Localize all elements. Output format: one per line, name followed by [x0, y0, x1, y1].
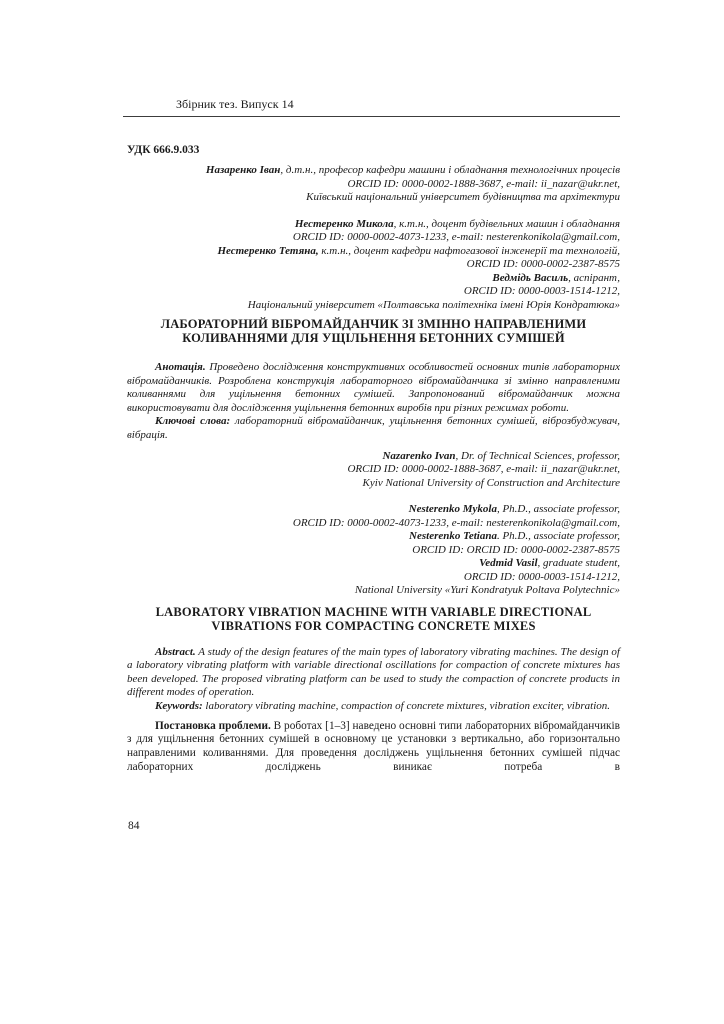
author-line: [127, 191, 620, 205]
keywords-uk-label: Ключові слова:: [155, 415, 231, 428]
author-line: [127, 450, 620, 464]
author-line: [127, 272, 620, 286]
author-orcid-email: ORCID ID: 0000-0002-1888-3687, e-mail: ii_nazar@ukr.net,: [347, 463, 620, 476]
abstract-uk-text: Проведено дослідження конструктивних особливостей основних типів лабораторних вібромайданчиків. Розроблена конструкція лабораторного вібромайданчика зі змінно направленими коливаннями для ущільнення бетонних сумішей. Запропонований вібромайданчик можна використовувати для дослідження ущільнення бетонних виробів при різних режимах роботи.: [127, 361, 620, 414]
authors-en-block-2: [127, 503, 620, 598]
author-orcid: ORCID ID: 0000-0003-1514-1212,: [463, 285, 620, 297]
author-orcid-email: ORCID ID: 0000-0002-4073-1233, e-mail: nesterenkonikola@gmail.com,: [292, 231, 620, 243]
abstract-en: [127, 646, 620, 700]
author-affiliation: National University «Yuri Kondratyuk Poltava Polytechnic»: [354, 584, 620, 597]
author-details: . Ph.D., associate professor,: [496, 530, 620, 543]
keywords-en-label: Keywords:: [155, 699, 203, 712]
author-line: [127, 245, 620, 259]
author-orcid: ORCID ID: ORCID ID: 0000-0002-2387-8575: [412, 543, 620, 556]
abstract-en-text: A study of the design features of the main types of laboratory vibrating machines. The design of a laboratory vibrating platform with variable directional oscillations for compaction of concrete mixtures has been developed. The proposed vibrating platform can be used to study the compaction of concrete products in different modes of operation.: [127, 645, 620, 699]
keywords-en: [127, 700, 620, 714]
keywords-en-text: laboratory vibrating machine, compaction of concrete mixtures, vibration exciter, vibration.: [202, 699, 610, 712]
author-line: [127, 584, 620, 598]
running-header-title: Збірник тез. Випуск 14: [176, 97, 294, 111]
abstract-uk-label: Анотація.: [155, 361, 206, 373]
author-details: , д.т.н., професор кафедри машини і обладнання технологічних процесів: [280, 164, 620, 176]
author-name: Vedmid Vasil: [479, 557, 538, 570]
author-details: , к.т.н., доцент будівельних машин і обладнання: [393, 217, 620, 230]
author-line: [127, 517, 620, 531]
author-line: [127, 231, 620, 245]
author-name: Nazarenko Ivan: [382, 449, 456, 462]
author-line: [127, 477, 620, 491]
body-text: В роботах [1–3] наведено основні типи лабораторних вібромайданчиків з для ущільнення бетонних сумішей в основному це установки з вертикально, або горизонтально направленими коливаннями. Для проведення досліджень ущільнення бетонних сумішей підчас лабораторних досліджень виникає потреба в: [127, 719, 620, 773]
author-line: [127, 178, 620, 192]
authors-en-block-1: [127, 450, 620, 491]
author-line: [127, 164, 620, 178]
author-name: Nesterenko Tetiana: [409, 530, 497, 543]
author-line: [127, 557, 620, 571]
page-content: [127, 0, 620, 775]
author-name: Nesterenko Mykola: [408, 503, 497, 516]
author-line: [127, 463, 620, 477]
author-details: , аспірант,: [568, 271, 620, 284]
author-line: [127, 299, 620, 313]
author-name: Назаренко Іван: [205, 164, 281, 176]
author-orcid-email: ORCID ID: 0000-0002-1888-3687, e-mail: ii_nazar@ukr.net,: [347, 177, 620, 190]
author-line: [127, 503, 620, 517]
author-line: [127, 285, 620, 299]
author-line: [127, 258, 620, 272]
author-line: [127, 218, 620, 232]
author-details: , Dr. of Technical Sciences, professor,: [455, 449, 620, 462]
authors-uk-block-1: [127, 164, 620, 205]
page-number: 84: [128, 820, 140, 832]
author-details: , Ph.D., associate professor,: [496, 503, 620, 516]
authors-uk-block-2: [127, 218, 620, 313]
author-details: к.т.н., доцент кафедри нафтогазової інженерії та технологій,: [318, 244, 620, 257]
author-orcid: ORCID ID: 0000-0002-2387-8575: [466, 258, 620, 270]
author-line: [127, 571, 620, 585]
author-name: Нестеренко Микола: [294, 217, 394, 230]
body-paragraph: [127, 720, 620, 775]
author-affiliation: Національний університет «Полтавська політехніка імені Юрія Кондратюка»: [247, 298, 620, 311]
paper-title-en: LABORATORY VIBRATION MACHINE WITH VARIABLE DIRECTIONAL VIBRATIONS FOR COMPACTING CONCRETE MIXES: [155, 604, 592, 633]
author-orcid-email: ORCID ID: 0000-0002-4073-1233, e-mail: nesterenkonikola@gmail.com,: [292, 516, 620, 529]
author-orcid: ORCID ID: 0000-0003-1514-1212,: [463, 570, 620, 583]
paper-title-uk: ЛАБОРАТОРНИЙ ВІБРОМАЙДАНЧИК ЗІ ЗМІННО НАПРАВЛЕНИМИ КОЛИВАННЯМИ ДЛЯ УЩІЛЬНЕННЯ БЕТОННИХ СУМІШЕЙ: [160, 317, 587, 345]
author-name: Нестеренко Тетяна,: [217, 244, 319, 257]
keywords-uk: [127, 415, 620, 442]
body-section-label: Постановка проблеми.: [155, 719, 271, 732]
keywords-uk-text: лабораторний вібромайданчик, ущільнення бетонних сумішей, віброзбуджувач, вібрація.: [127, 415, 620, 441]
author-details: , graduate student,: [537, 557, 620, 570]
abstract-uk: [127, 361, 620, 415]
udc-code: УДК 666.9.033: [127, 144, 200, 156]
author-affiliation: Київський національний університет будівництва та архітектури: [306, 191, 620, 203]
author-name: Ведмідь Василь: [492, 271, 569, 284]
author-line: [127, 530, 620, 544]
abstract-en-label: Abstract.: [155, 645, 196, 658]
author-line: [127, 544, 620, 558]
author-affiliation: Kyiv National University of Construction and Architecture: [362, 476, 620, 489]
